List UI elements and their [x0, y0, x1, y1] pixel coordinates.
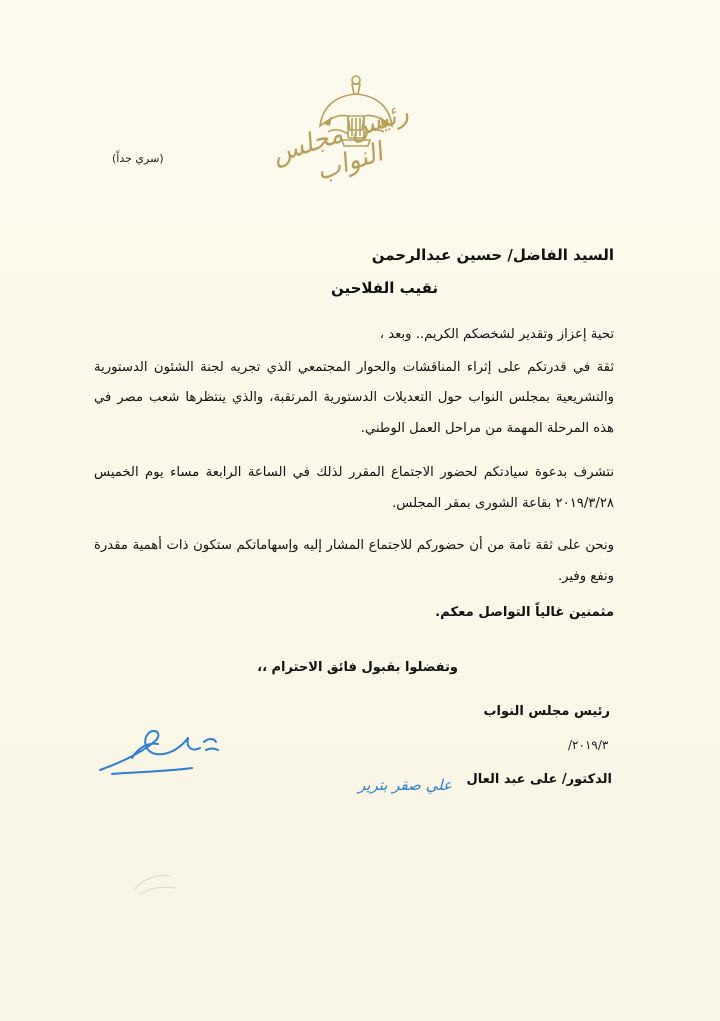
body-paragraph-2: نتشرف بدعوة سيادتكم لحضور الاجتماع المقرر لذلك في الساعة الرابعة مساء يوم الخميس ٢٠١٩/٣/٢٨ بقاعة الشورى بمقر المجلس. — [94, 465, 614, 511]
letter-body — [94, 320, 614, 629]
letter-date: ٢٠١٩/٣/ — [568, 738, 609, 752]
recipient-title: نقيب الفلاحين — [330, 279, 438, 297]
handwritten-signature — [92, 712, 242, 792]
body-paragraph-3: ونحن على ثقة تامة من أن حضوركم للاجتماع المشار إليه وإسهاماتكم ستكون ذات أهمية مقدرة ونفع وفير. — [94, 538, 614, 584]
approval-note-text: علي صقر بترير — [358, 776, 452, 794]
body-paragraph-1: ثقة في قدرتكم على إثراء المناقشات والحوار المجتمعي الذي تجريه لجنة الشئون الدستورية والتشريعية بمجلس النواب حول التعديلات الدستورية المرتقبة، والذي ينتظرها شعب مصر في هذه المرحلة المهمة من مراحل العمل الوطني. — [94, 359, 614, 436]
greeting-line: تحية إعزاز وتقدير لشخصكم الكريم.. وبعد ، — [379, 327, 614, 342]
body-paragraph-4: مثمنين غالياً التواصل معكم. — [435, 605, 614, 620]
approval-note — [272, 770, 452, 798]
emblem-script-text: رئيس مجلس النواب — [268, 97, 413, 188]
faint-watermark-icon — [130, 860, 180, 900]
signatory-title: رئيس مجلس النواب — [483, 704, 610, 719]
recipient-name: السيد الفاضل/ حسين عبدالرحمن — [371, 246, 614, 264]
signatory-name: الدكتور/ على عبد العال — [466, 772, 612, 787]
closing-line: وتفضلوا بقبول فائق الاحترام ،، — [257, 660, 458, 675]
classification-label: (سري جداً) — [112, 152, 164, 165]
